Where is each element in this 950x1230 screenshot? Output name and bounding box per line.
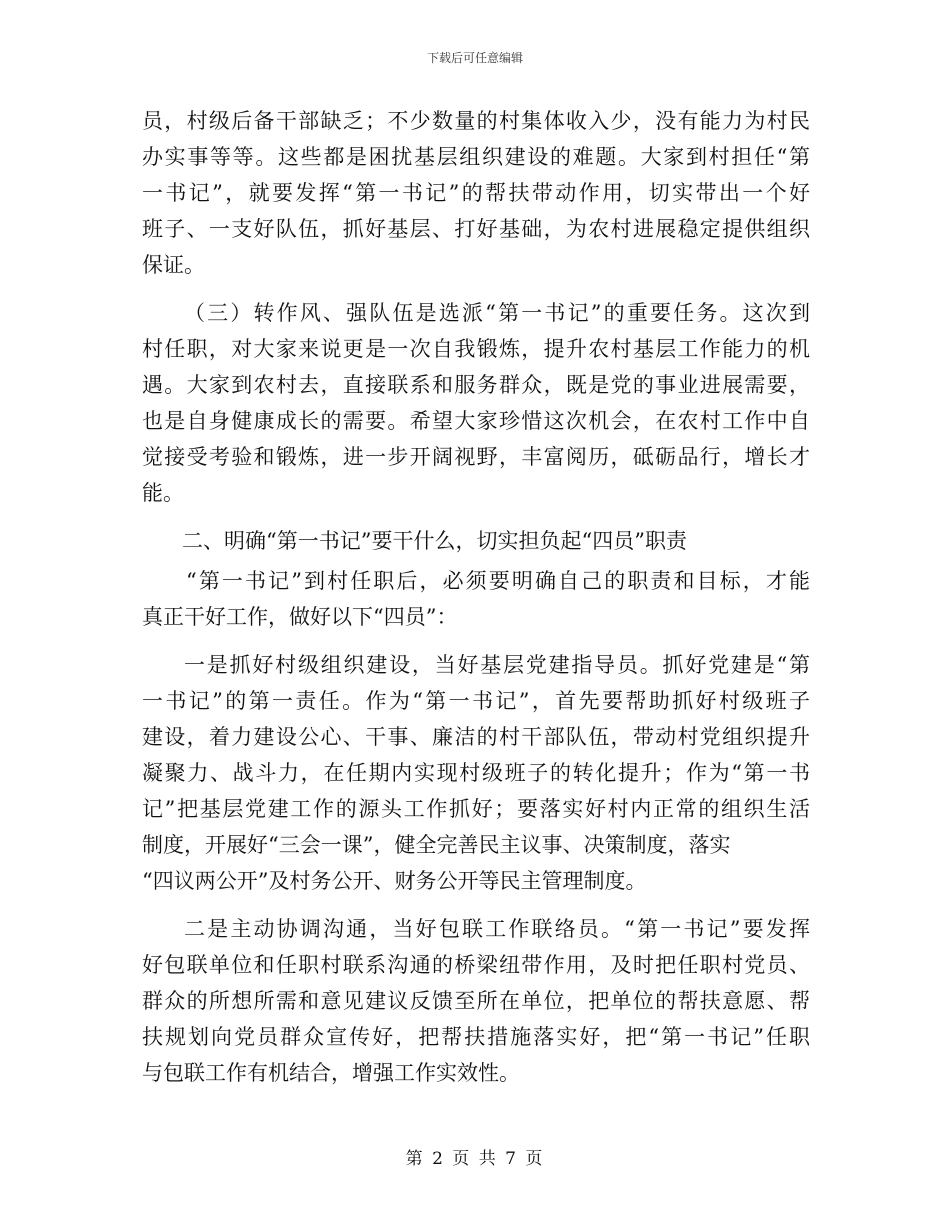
- text-line: 一书记”的第一责任。作为“第一书记”，首先要帮助抓好村级班子: [142, 689, 810, 713]
- text-line: “四议两公开”及村务公开、财务公开等民主管理制度。: [142, 869, 647, 893]
- text-line: 保证。: [142, 253, 205, 277]
- text-line: 群众的所想所需和意见建议反馈至所在单位，把单位的帮扶意愿、帮: [142, 989, 810, 1013]
- text-line: 班子、一支好队伍，抓好基层、打好基础，为农村进展稳定提供组织: [142, 217, 810, 241]
- paragraph: [142, 647, 810, 899]
- page-number: 第 2 页 共 7 页: [405, 1149, 545, 1169]
- text-line: 办实事等等。这些都是困扰基层组织建设的难题。大家到村担任“第: [142, 145, 810, 169]
- text-line: 一是抓好村级组织建设，当好基层党建指导员。抓好党建是“第: [184, 653, 810, 677]
- paragraph: [142, 911, 810, 1091]
- text-line: 好包联单位和任职村联系沟通的桥梁纽带作用，及时把任职村党员、: [142, 953, 810, 977]
- text-line: 扶规划向党员群众宣传好，把帮扶措施落实好，把“第一书记”任职: [142, 1025, 810, 1049]
- text-line: “第一书记”到村任职后，必须要明确自己的职责和目标，才能: [186, 569, 810, 593]
- text-line: 与包联工作有机结合，增强工作实效性。: [142, 1061, 520, 1085]
- section-heading: [142, 523, 810, 559]
- text-line: 制度，开展好“三会一课”，健全完善民主议事、决策制度，落实: [142, 833, 731, 857]
- document-body: [142, 103, 810, 1091]
- heading-line: 二、明确“第一书记”要干什么，切实担负起“四员”职责: [182, 529, 687, 553]
- text-line: 建设，着力建设公心、干事、廉洁的村干部队伍，带动村党组织提升: [142, 725, 810, 749]
- text-line: 凝聚力、战斗力，在任期内实现村级班子的转化提升；作为“第一书: [142, 761, 810, 785]
- text-line: 也是自身健康成长的需要。希望大家珍惜这次机会，在农村工作中自: [142, 409, 810, 433]
- paragraph: [142, 563, 810, 635]
- page-header: 下载后可任意编辑: [426, 51, 523, 65]
- paragraph: [142, 103, 810, 283]
- text-line: 村任职，对大家来说更是一次自我锻炼，提升农村基层工作能力的机: [142, 337, 810, 361]
- text-line: 真正干好工作，做好以下“四员”：: [142, 605, 458, 629]
- text-line: 记”把基层党建工作的源头工作抓好；要落实好村内正常的组织生活: [142, 797, 810, 821]
- text-line: 二是主动协调沟通，当好包联工作联络员。“第一书记”要发挥: [184, 917, 810, 941]
- text-line: 遇。大家到农村去，直接联系和服务群众，既是党的事业进展需要，: [142, 373, 810, 397]
- text-line: 员，村级后备干部缺乏；不少数量的村集体收入少，没有能力为村民: [142, 109, 810, 133]
- text-line: 觉接受考验和锻炼，进一步开阔视野，丰富阅历，砥砺品行，增长才: [142, 445, 810, 469]
- text-line: （三）转作风、强队伍是选派“第一书记”的重要任务。这次到: [184, 301, 810, 325]
- paragraph: [142, 295, 810, 511]
- text-line: 能。: [142, 481, 184, 505]
- text-line: 一书记”，就要发挥“第一书记”的帮扶带动作用，切实带出一个好: [142, 181, 810, 205]
